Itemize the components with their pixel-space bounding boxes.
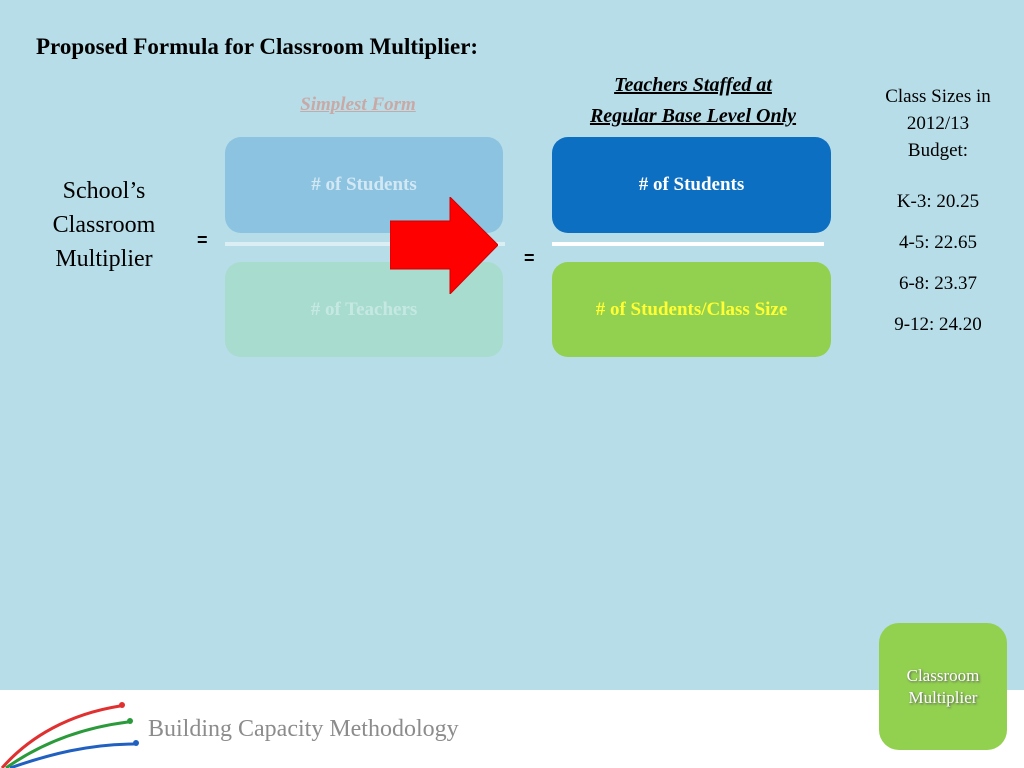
- staffed-denominator-box: [552, 262, 831, 357]
- teachers-staffed-heading-line1: Teachers Staffed at: [614, 74, 772, 96]
- class-sizes-heading: [862, 83, 1014, 164]
- staffed-denominator-label: # of Students/Class Size: [595, 298, 788, 320]
- swoosh-logo-icon: [0, 696, 140, 768]
- lhs-line2: Classroom: [52, 212, 156, 238]
- class-sizes-panel: [862, 83, 1014, 352]
- right-arrow-icon: [390, 197, 498, 294]
- class-size-row: 6-8: 23.37: [898, 273, 978, 294]
- class-size-row: K-3: 20.25: [896, 191, 980, 212]
- class-sizes-heading-line1: Class Sizes in: [885, 86, 991, 107]
- class-size-row: 9-12: 24.20: [894, 314, 982, 335]
- simplest-form-heading: Simplest Form: [300, 94, 416, 115]
- staffed-numerator-box: [552, 137, 831, 233]
- teachers-staffed-heading-line2: Regular Base Level Only: [589, 105, 797, 127]
- slide-title: Proposed Formula for Classroom Multiplier:: [36, 34, 479, 59]
- staffed-fraction-bar: [552, 242, 824, 246]
- classroom-multiplier-nav-button[interactable]: [879, 623, 1007, 750]
- class-size-row: 4-5: 22.65: [898, 232, 978, 253]
- simplest-denominator-label: # of Teachers: [310, 298, 418, 320]
- class-sizes-heading-line3: Budget:: [907, 140, 969, 161]
- simplest-numerator-label: # of Students: [311, 174, 417, 195]
- classroom-multiplier-nav-label: Classroom Multiplier: [906, 665, 980, 707]
- classroom-multiplier-term: [30, 174, 178, 276]
- class-sizes-heading-line2: 2012/13: [906, 113, 970, 134]
- footer-title: Building Capacity Methodology: [148, 716, 459, 742]
- lhs-line1: School’s: [62, 178, 146, 204]
- equals-sign-right: =: [524, 248, 535, 268]
- teachers-staffed-heading: [548, 70, 838, 132]
- equals-sign-left: =: [197, 230, 208, 250]
- lhs-line3: Multiplier: [55, 246, 153, 272]
- staffed-numerator-label: # of Students: [638, 174, 745, 195]
